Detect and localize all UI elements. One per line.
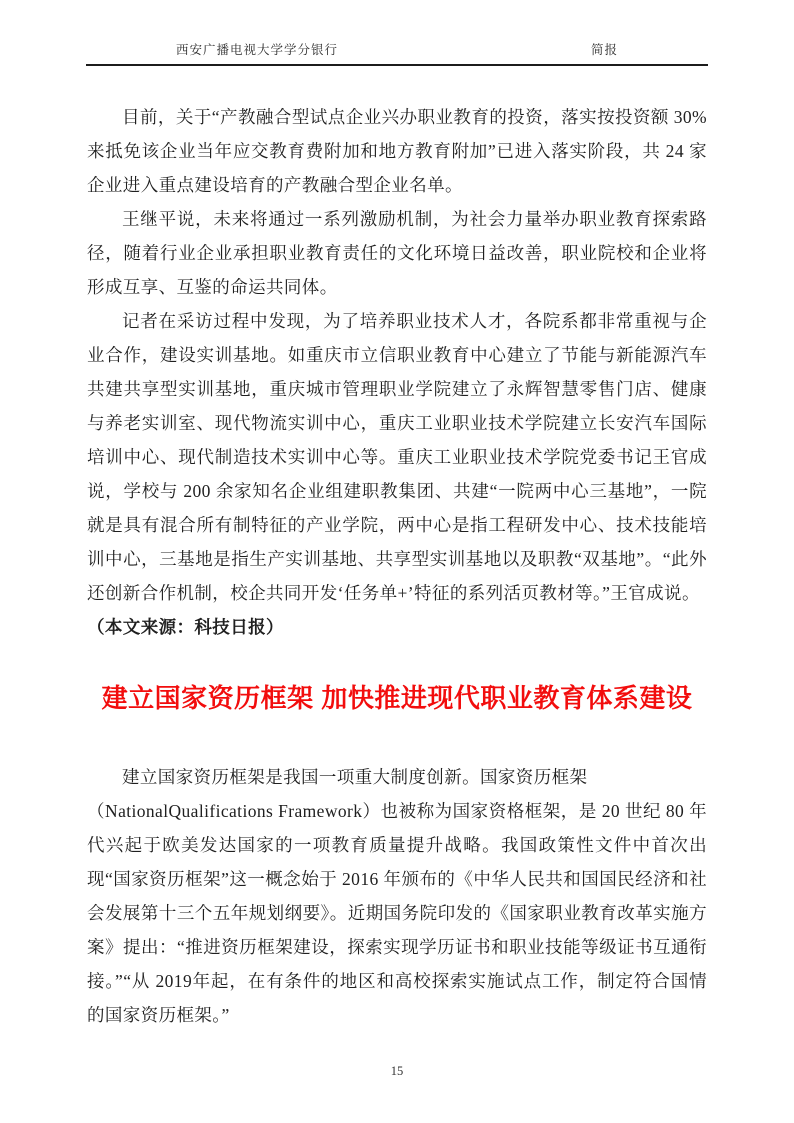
paragraph: 建立国家资历框架是我国一项重大制度创新。国家资历框架: [122, 767, 588, 787]
article1-body: [87, 100, 707, 644]
page-footer: [0, 1064, 794, 1079]
header-right-title: 简报: [590, 43, 618, 57]
header-left-title: 西安广播电视大学学分银行: [176, 43, 339, 57]
paragraph: （NationalQualifications Framework）也被称为国家资格框架，是 20 世纪 80 年代兴起于欧美发达国家的一项教育质量提升战略。我国政策性文件中首次出现“国家资历框架”这一概念始于 2016 年颁布的《中华人民共和国国民经济和社会发展第十三个五年规划纲要》。近期国务院印发的《国家职业教育改革实施方案》提出：“推进资历框架建设，探索实现学历证书和职业技能等级证书互通衔接。”“从 2019年起，在有条件的地区和高校探索实施试点工作，制定符合国情的国家资历框架。”: [87, 801, 707, 1025]
article2-body: [87, 760, 707, 1032]
paragraph: 记者在采访过程中发现，为了培养职业技术人才，各院系都非常重视与企业合作，建设实训基地。如重庆市立信职业教育中心建立了节能与新能源汽车共建共享型实训基地，重庆城市管理职业学院建立了永辉智慧零售门店、健康与养老实训室、现代物流实训中心，重庆工业职业技术学院建立长安汽车国际培训中心、现代制造技术实训中心等。重庆工业职业技术学院党委书记王官成说，学校与 200 余家知名企业组建职教集团、共建“一院两中心三基地”，一院就是具有混合所有制特征的产业学院，两中心是指工程研发中心、技术技能培训中心，三基地是指生产实训基地、共享型实训基地以及职教“双基地”。“此外还创新合作机制，校企共同开发‘任务单+’特征的系列活页教材等。”王官成说。: [87, 311, 707, 603]
paragraph: 目前，关于“产教融合型试点企业兴办职业教育的投资，落实按投资额 30%来抵免该企业当年应交教育费附加和地方教育附加”已进入落实阶段，共 24 家企业进入重点建设培育的产教融合型企业名单。: [87, 107, 707, 195]
page-content: [87, 100, 707, 1032]
page-number: 15: [390, 1064, 404, 1078]
page-header: [86, 40, 708, 66]
article1-source-attribution: （本文来源：科技日报）: [87, 617, 284, 637]
article2-title: 建立国家资历框架 加快推进现代职业教育体系建设: [101, 683, 693, 713]
paragraph: 王继平说，未来将通过一系列激励机制，为社会力量举办职业教育探索路径，随着行业企业承担职业教育责任的文化环境日益改善，职业院校和企业将形成互享、互鉴的命运共同体。: [87, 209, 707, 297]
